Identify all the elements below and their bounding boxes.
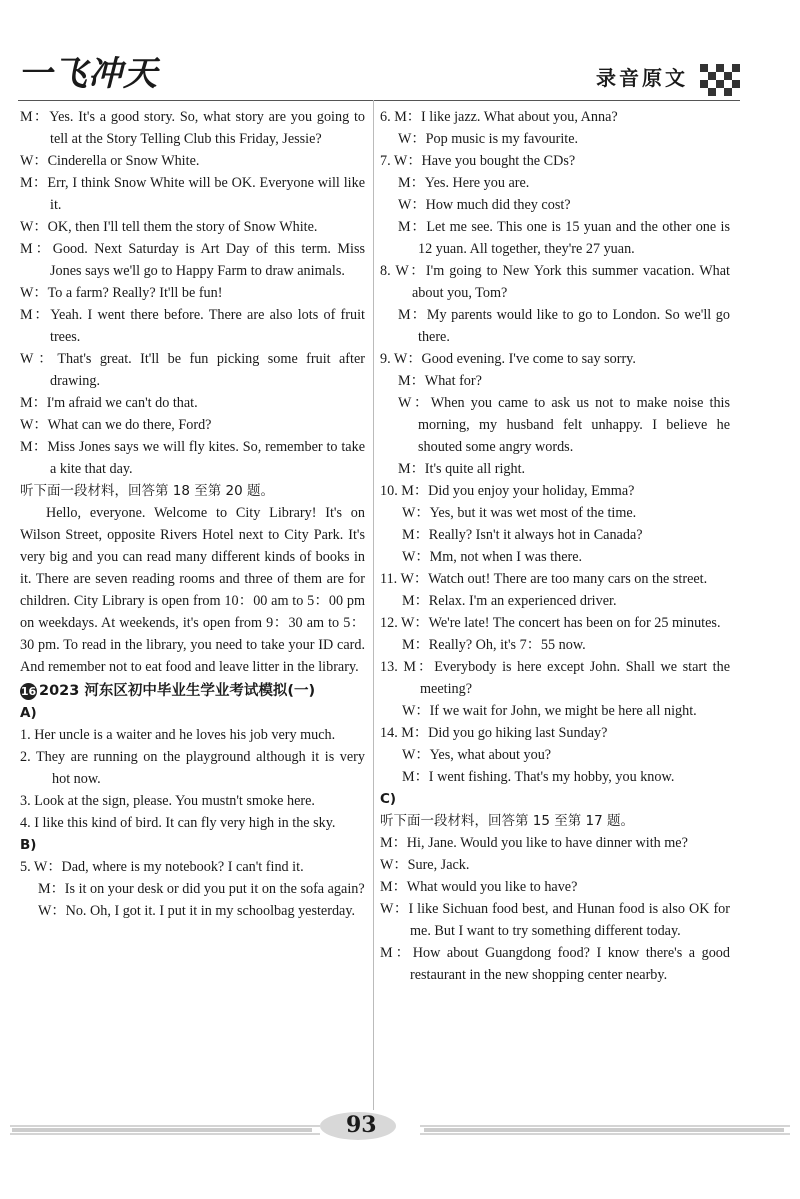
transcript-line: [380, 502, 730, 524]
transcript-line: [20, 414, 365, 436]
line-text: M：Miss Jones says we will fly kites. So, remember to take a kite that day.: [20, 439, 365, 477]
line-text: W：Mm, not when I was there.: [402, 549, 583, 565]
line-text: 13. M：Everybody is here except John. Shall we start the meeting?: [380, 659, 730, 697]
transcript-line: [380, 766, 730, 788]
line-text: 1. Her uncle is a waiter and he loves his job very much.: [20, 727, 336, 743]
line-text: M：Is it on your desk or did you put it on the sofa again?: [38, 881, 365, 897]
brand-title: 一飞冲天: [18, 54, 158, 94]
line-text: W：Sure, Jack.: [380, 857, 470, 873]
page-footer: [0, 1110, 800, 1170]
line-text: M：What for?: [398, 373, 482, 389]
line-text: 听下面一段材料，回答第 18 至第 20 题。: [20, 483, 275, 499]
transcript-line: [380, 216, 730, 260]
line-text: M：How about Guangdong food? I know there's a good restaurant in the new shopping center nearby.: [380, 945, 730, 983]
transcript-line: [380, 150, 730, 172]
transcript-line: [20, 856, 365, 878]
line-text: M：Yes. Here you are.: [398, 175, 530, 191]
line-text: 5. W：Dad, where is my notebook? I can't find it.: [20, 859, 304, 875]
transcript-line: [380, 876, 730, 898]
transcript-line: [380, 172, 730, 194]
transcript-line: [20, 436, 365, 480]
header-rule: [18, 100, 740, 101]
transcript-line: [20, 790, 365, 812]
transcript-line: [380, 194, 730, 216]
line-text: M：It's quite all right.: [398, 461, 526, 477]
left-column: [20, 106, 365, 922]
page-number: 93: [346, 1112, 377, 1138]
line-text: M：Yeah. I went there before. There are also lots of fruit trees.: [20, 307, 365, 345]
transcript-line: [20, 282, 365, 304]
transcript-line: [380, 568, 730, 590]
line-text: M：I went fishing. That's my hobby, you know.: [402, 769, 675, 785]
transcript-line: [380, 700, 730, 722]
transcript-line: [380, 722, 730, 744]
line-text: M：I'm afraid we can't do that.: [20, 395, 198, 411]
line-text: W：OK, then I'll tell them the story of Snow White.: [20, 219, 318, 235]
transcript-line: [20, 106, 365, 150]
line-text: B): [20, 837, 37, 853]
transcript-line: [380, 392, 730, 458]
line-text: M：My parents would like to go to London. So we'll go there.: [398, 307, 730, 345]
line-text: W：Yes, but it was wet most of the time.: [402, 505, 637, 521]
transcript-line: [20, 304, 365, 348]
transcript-line: [20, 238, 365, 282]
line-text: M：Relax. I'm an experienced driver.: [402, 593, 617, 609]
line-text: W：How much did they cost?: [398, 197, 571, 213]
transcript-line: [380, 370, 730, 392]
transcript-line: [20, 812, 365, 834]
column-divider: [373, 100, 374, 1110]
transcript-line: [380, 744, 730, 766]
section-title: 录音原文: [596, 66, 688, 90]
part-label: [380, 788, 730, 810]
line-text: A): [20, 705, 37, 721]
section-heading: [20, 680, 365, 702]
exam-number-badge: 16: [20, 685, 37, 698]
transcript-line: [380, 590, 730, 612]
transcript-line: [20, 392, 365, 414]
footer-pattern-icon: [0, 1110, 800, 1170]
line-text: 3. Look at the sign, please. You mustn't smoke here.: [20, 793, 315, 809]
line-text: 11. W：Watch out! There are too many cars on the street.: [380, 571, 708, 587]
line-text: 8. W：I'm going to New York this summer vacation. What about you, Tom?: [380, 263, 730, 301]
line-text: M：Let me see. This one is 15 yuan and the other one is 12 yuan. All together, they're 27 yuan.: [398, 219, 730, 257]
line-text: M：Really? Oh, it's 7：55 now.: [402, 637, 586, 653]
transcript-line: [380, 106, 730, 128]
checker-ornament-icon: [700, 64, 740, 96]
line-text: W：That's great. It'll be fun picking some fruit after drawing.: [20, 351, 365, 389]
line-text: W：When you came to ask us not to make noise this morning, my husband felt unhappy. I believe he shouted some angry words.: [398, 395, 730, 455]
line-text: 6. M：I like jazz. What about you, Anna?: [380, 109, 618, 125]
part-label: [20, 702, 365, 724]
line-text: M：Yes. It's a good story. So, what story are you going to tell at the Story Telling Club this Friday, Jessie?: [20, 109, 365, 147]
transcript-line: [380, 480, 730, 502]
transcript-line: [380, 546, 730, 568]
transcript-line: [20, 900, 365, 922]
line-text: M：Really? Isn't it always hot in Canada?: [402, 527, 643, 543]
transcript-line: [20, 724, 365, 746]
transcript-line: [380, 524, 730, 546]
transcript-line: [20, 746, 365, 790]
line-text: 听下面一段材料，回答第 15 至第 17 题。: [380, 813, 635, 829]
instruction-line: [380, 810, 730, 832]
line-text: W：Cinderella or Snow White.: [20, 153, 200, 169]
line-text: W：If we wait for John, we might be here all night.: [402, 703, 697, 719]
right-column: [380, 106, 730, 986]
instruction-line: [20, 480, 365, 502]
transcript-line: [380, 612, 730, 634]
line-text: 14. M：Did you go hiking last Sunday?: [380, 725, 608, 741]
line-text: 2. They are running on the playground although it is very hot now.: [20, 749, 365, 787]
line-text: W：Yes, what about you?: [402, 747, 552, 763]
line-text: W：I like Sichuan food best, and Hunan food is also OK for me. But I want to try something different today.: [380, 901, 730, 939]
transcript-line: [20, 348, 365, 392]
line-text: M：Hi, Jane. Would you like to have dinner with me?: [380, 835, 688, 851]
transcript-line: [380, 898, 730, 942]
transcript-line: [380, 128, 730, 150]
transcript-line: [380, 656, 730, 700]
transcript-line: [380, 260, 730, 304]
line-text: 4. I like this kind of bird. It can fly very high in the sky.: [20, 815, 336, 831]
transcript-line: [380, 458, 730, 480]
transcript-line: [20, 502, 365, 678]
line-text: W：What can we do there, Ford?: [20, 417, 212, 433]
transcript-line: [380, 634, 730, 656]
line-text: 9. W：Good evening. I've come to say sorry.: [380, 351, 636, 367]
line-text: M：What would you like to have?: [380, 879, 578, 895]
transcript-line: [380, 348, 730, 370]
line-text: C): [380, 791, 397, 807]
line-text: 2023 河东区初中毕业生学业考试模拟(一): [39, 683, 316, 699]
transcript-line: [20, 172, 365, 216]
line-text: W：No. Oh, I got it. I put it in my schoolbag yesterday.: [38, 903, 356, 919]
line-text: M：Err, I think Snow White will be OK. Everyone will like it.: [20, 175, 365, 213]
part-label: [20, 834, 365, 856]
transcript-line: [20, 878, 365, 900]
line-text: Hello, everyone. Welcome to City Library! It's on Wilson Street, opposite Rivers Hotel next to City Park. It's very big and you can read many different kinds of books in it. There are seven reading rooms and three of them are for children. City Library is open from 10：00 am to 5：00 pm on weekdays. At weekends, it's open from 9：30 am to 5：30 pm. To read in the library, you need to take your ID card. And remember not to eat food and leave litter in the library.: [20, 505, 365, 675]
line-text: 7. W：Have you bought the CDs?: [380, 153, 576, 169]
line-text: M：Good. Next Saturday is Art Day of this term. Miss Jones says we'll go to Happy Farm to draw animals.: [20, 241, 365, 279]
line-text: W：To a farm? Really? It'll be fun!: [20, 285, 223, 301]
line-text: W：Pop music is my favourite.: [398, 131, 579, 147]
transcript-line: [380, 832, 730, 854]
transcript-line: [380, 304, 730, 348]
line-text: 12. W：We're late! The concert has been on for 25 minutes.: [380, 615, 721, 631]
transcript-line: [380, 854, 730, 876]
line-text: 10. M：Did you enjoy your holiday, Emma?: [380, 483, 635, 499]
transcript-line: [20, 216, 365, 238]
transcript-line: [380, 942, 730, 986]
page-header: [0, 0, 800, 108]
transcript-line: [20, 150, 365, 172]
